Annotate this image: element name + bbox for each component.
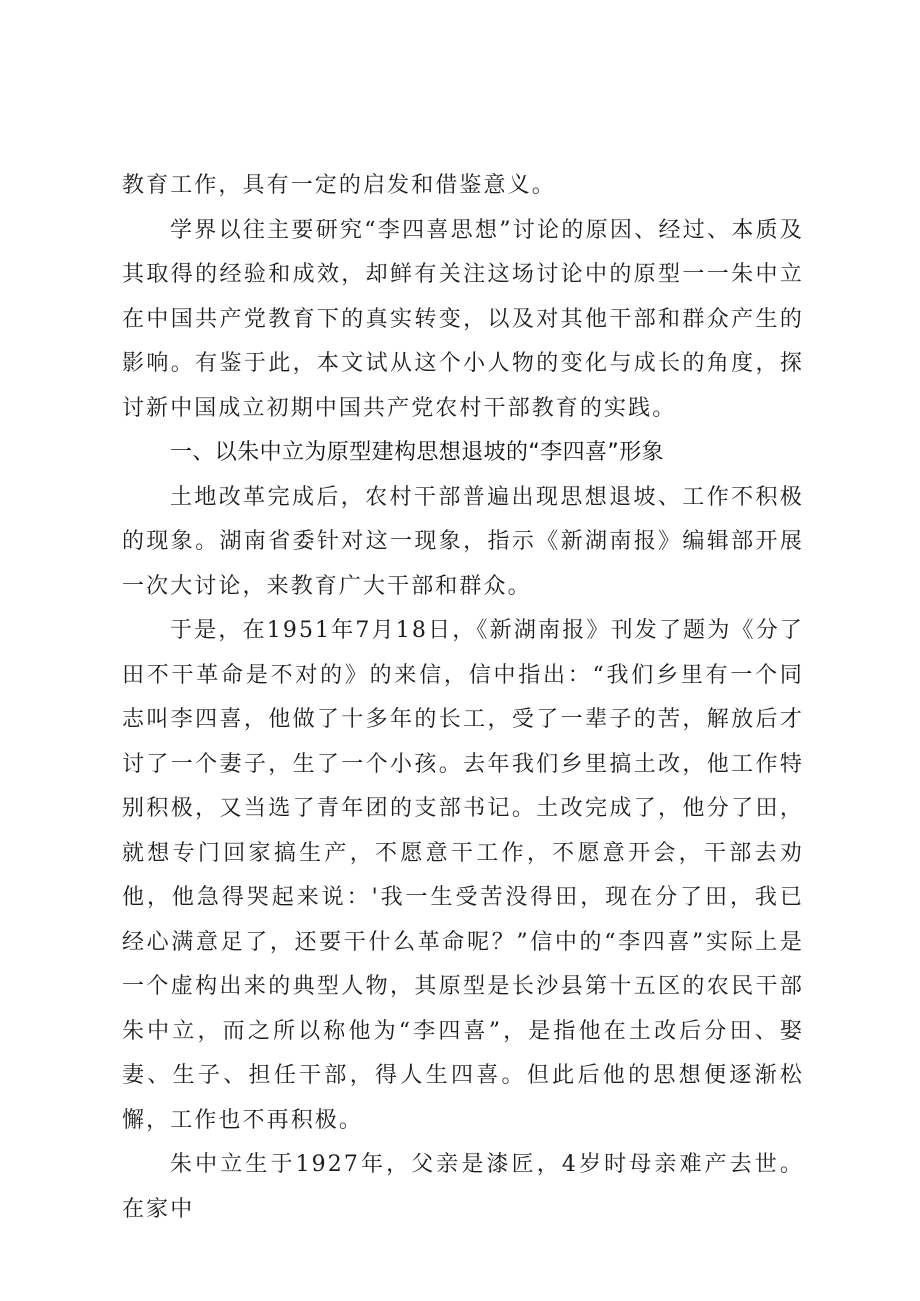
paragraph-zhu-zhongli-biography: 朱中立生于1927年，父亲是漆匠，4岁时母亲难产去世。在家中 (122, 1152, 804, 1222)
document-body (122, 164, 804, 1232)
paragraph-newspaper-letter: 于是，在1951年7月18日，《新湖南报》刊发了题为《分了田不干革命是不对的》的来信，信中指出：“我们乡里有一个同志叫李四喜，他做了十多年的长工，受了一辈子的苦，解放后才讨了一个妻子，生了一个小孩。去年我们乡里搞土改，他工作特别积极，又当选了青年团的支部书记。土改完成了，他分了田，就想专门回家搞生产，不愿意干工作，不愿意开会，干部去劝他，他急得哭起来说：'我一生受苦没得田，现在分了田，我已经心满意足了，还要干什么革命呢？”信中的“李四喜”实际上是一个虚构出来的典型人物，其原型是长沙县第十五区的农民干部朱中立，而之所以称他为“李四喜”，是指他在土改后分田、娶妻、生子、担任干部，得人生四喜。但此后他的思想便逐渐松懈，工作也不再积极。 (122, 618, 804, 1133)
paragraph-continuation: 教育工作，具有一定的启发和借鉴意义。 (122, 173, 556, 198)
paragraph-research-review: 学界以往主要研究“李四喜思想”讨论的原因、经过、本质及其取得的经验和成效，却鲜有关注这场讨论中的原型一一朱中立在中国共产党教育下的真实转变，以及对其他干部和群众产生的影响。有鉴于此，本文试从这个小人物的变化与成长的角度，探讨新中国成立初期中国共产党农村干部教育的实践。 (122, 217, 804, 421)
paragraph-land-reform: 土地改革完成后，农村干部普遍出现思想退坡、工作不积极的现象。湖南省委针对这一现象，指示《新湖南报》编辑部开展一次大讨论，来教育广大干部和群众。 (122, 484, 804, 599)
section-heading: 一、以朱中立为原型建构思想退坡的“李四喜”形象 (170, 440, 664, 465)
